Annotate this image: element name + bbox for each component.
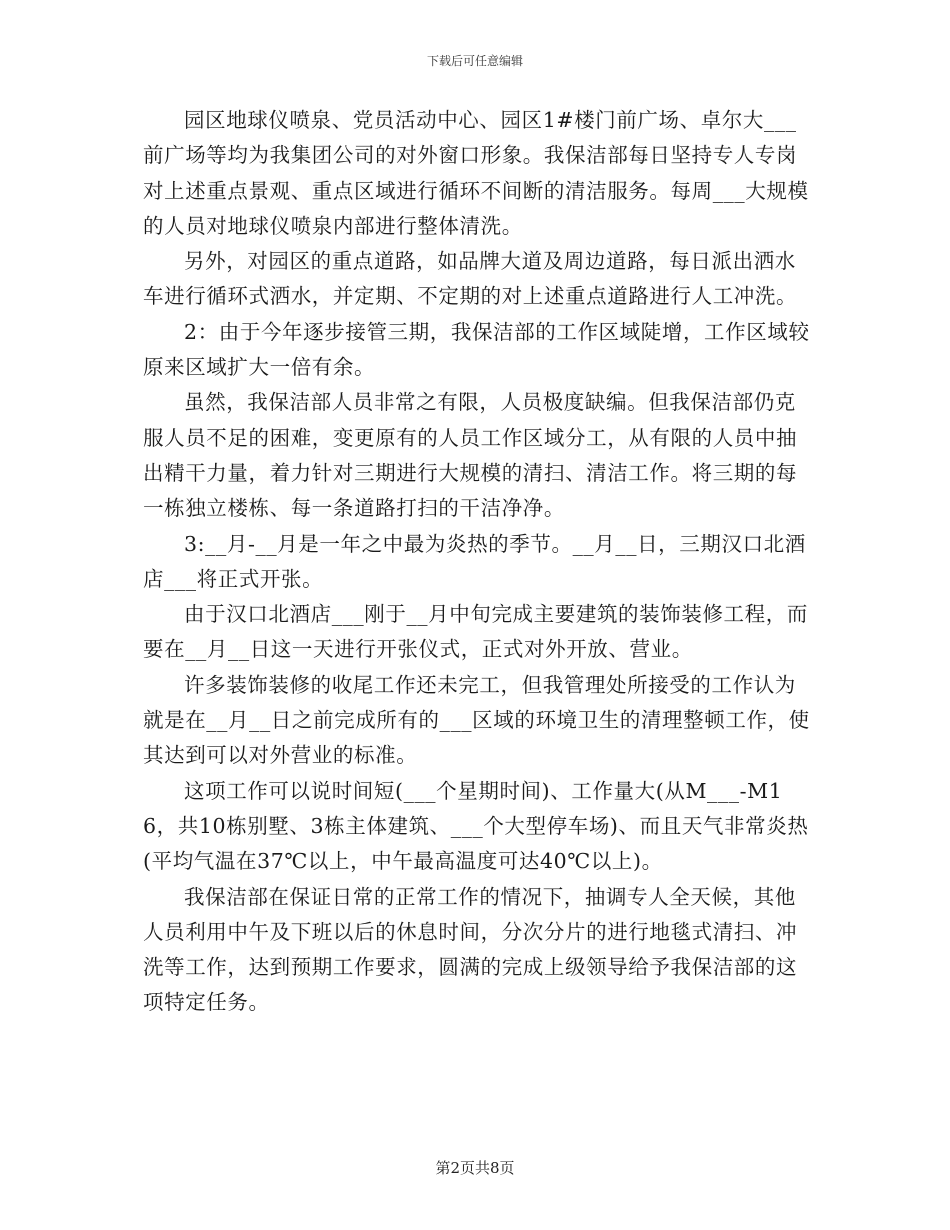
document-body xyxy=(143,103,815,1021)
paragraph: 虽然，我保洁部人员非常之有限，人员极度缺编。但我保洁部仍克服人员不足的困难，变更原有的人员工作区域分工，从有限的人员中抽出精干力量，着力针对三期进行大规模的清扫、清洁工作。将三期的每一栋独立楼栋、每一条道路打扫的干洁净净。 xyxy=(143,390,798,521)
paragraph: 许多装饰装修的收尾工作还未完工，但我管理处所接受的工作认为就是在__月__日之前完成所有的___区域的环境卫生的清理整顿工作，使其达到可以对外营业的标准。 xyxy=(143,672,810,768)
paragraph: 由于汉口北酒店___刚于__月中旬完成主要建筑的装饰装修工程，而要在__月__日这一天进行开张仪式，正式对外开放、营业。 xyxy=(143,602,808,662)
paragraph: 另外，对园区的重点道路，如品牌大道及周边道路，每日派出洒水车进行循环式洒水，并定期、不定期的对上述重点道路进行人工冲洗。 xyxy=(143,249,798,309)
paragraph: 这项工作可以说时间短(___个星期时间)、工作量大(从M___-M16，共10栋别墅、3栋主体建筑、___个大型停车场)、而且天气非常炎热(平均气温在37℃以上，中午最高温度可达40℃以上)。 xyxy=(143,778,809,874)
page-header-note: 下载后可任意编辑 xyxy=(426,54,523,68)
paragraph: 2：由于今年逐步接管三期，我保洁部的工作区域陡增，工作区域较原来区域扩大一倍有余。 xyxy=(143,319,810,380)
paragraph: 园区地球仪喷泉、党员活动中心、园区1#楼门前广场、卓尔大___前广场等均为我集团公司的对外窗口形象。我保洁部每日坚持专人专岗对上述重点景观、重点区域进行循环不间断的清洁服务。每周___大规模的人员对地球仪喷泉内部进行整体清洗。 xyxy=(143,108,809,238)
paragraph: 我保洁部在保证日常的正常工作的情况下，抽调专人全天候，其他人员利用中午及下班以后的休息时间，分次分片的进行地毯式清扫、冲洗等工作，达到预期工作要求，圆满的完成上级领导给予我保洁部的这项特定任务。 xyxy=(143,884,798,1015)
page-number: 第2页共8页 xyxy=(435,1159,515,1177)
paragraph: 3:__月-__月是一年之中最为炎热的季节。__月__日，三期汉口北酒店___将正式开张。 xyxy=(143,531,806,591)
